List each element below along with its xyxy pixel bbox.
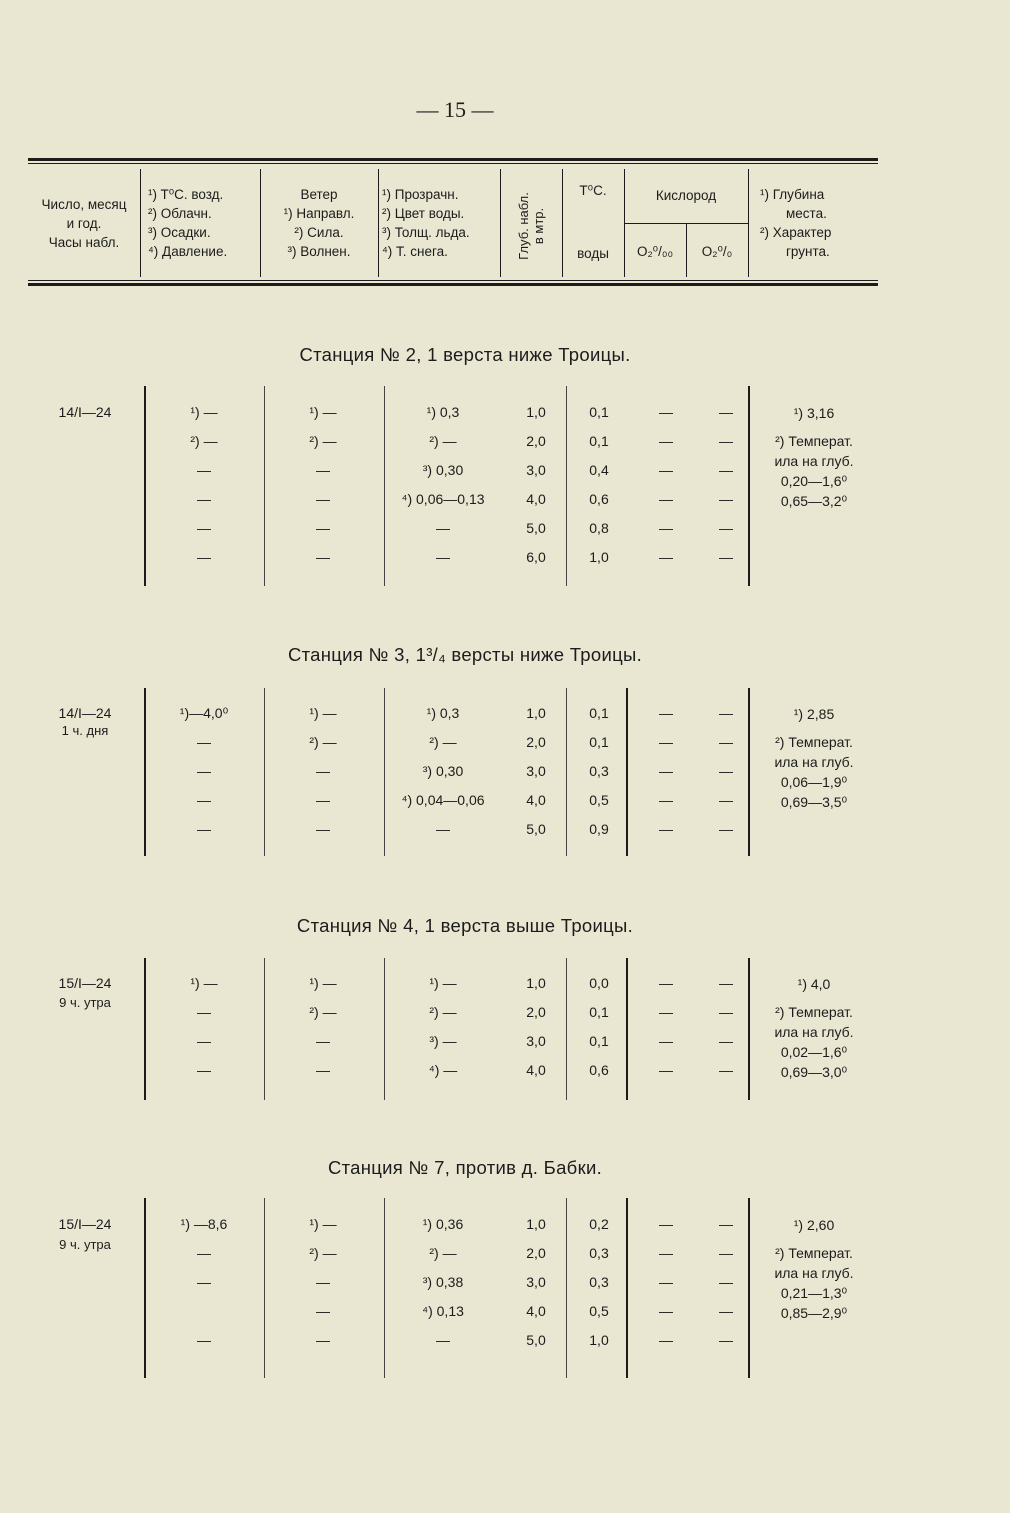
table-cell-oxygen-percent: — [719, 975, 733, 991]
observation-time: 9 ч. утра [59, 1237, 111, 1252]
column-rule [384, 1198, 385, 1378]
table-cell-wind: — [316, 491, 330, 507]
table-cell-depth: 2,0 [526, 734, 546, 750]
table-cell-oxygen-percent: — [719, 1245, 733, 1261]
header-oxygen: Кислород [655, 187, 717, 203]
table-cell-oxygen-permille: — [659, 821, 673, 837]
table-cell-oxygen-permille: — [659, 1274, 673, 1290]
table-cell-air: — [197, 520, 211, 536]
table-cell-air: — [197, 1062, 211, 1078]
column-rule [144, 1198, 146, 1378]
table-cell-wind: ¹) — [309, 705, 337, 721]
table-cell-air: — [197, 549, 211, 565]
table-cell-air: — [197, 1004, 211, 1020]
column-rule [566, 958, 567, 1100]
notes-line: ²) Температ. [775, 734, 853, 750]
table-cell-depth: 2,0 [526, 1004, 546, 1020]
table-cell-temp: 0,1 [589, 705, 609, 721]
notes-line: ила на глуб. [774, 754, 854, 770]
table-cell-oxygen-permille: — [659, 1216, 673, 1232]
oxygen-subdivider [624, 223, 748, 224]
table-cell-oxygen-percent: — [719, 549, 733, 565]
table-cell-temp: 0,8 [589, 520, 609, 536]
table-cell-wind: ²) — [309, 433, 337, 449]
header-water-temp: T⁰C. воды [577, 183, 609, 261]
table-cell-transparency: ¹) 0,36 [422, 1216, 464, 1232]
table-cell-temp: 0,9 [589, 821, 609, 837]
table-cell-transparency: ⁴) 0,06—0,13 [401, 491, 485, 507]
table-cell-wind: — [316, 1062, 330, 1078]
table-cell-oxygen-percent: — [719, 433, 733, 449]
table-cell-depth: 5,0 [526, 821, 546, 837]
table-cell-temp: 0,3 [589, 1274, 609, 1290]
table-cell-wind: — [316, 549, 330, 565]
table-cell-oxygen-percent: — [719, 491, 733, 507]
table-cell-oxygen-percent: — [719, 763, 733, 779]
observation-time: 1 ч. дня [61, 723, 109, 738]
table-cell-wind: ²) — [309, 1245, 337, 1261]
table-cell-depth: 1,0 [526, 705, 546, 721]
header-notes: ¹) Глубина места. ²) Характер грунта. [760, 187, 832, 259]
table-cell-transparency: — [436, 821, 450, 837]
table-cell-depth: 3,0 [526, 462, 546, 478]
table-cell-depth: 3,0 [526, 763, 546, 779]
table-cell-transparency: ¹) 0,3 [426, 404, 460, 420]
table-cell-air: ²) — [190, 433, 218, 449]
table-cell-wind: ¹) — [309, 975, 337, 991]
table-cell-air: — [197, 792, 211, 808]
table-cell-wind: — [316, 792, 330, 808]
table-cell-oxygen-permille: — [659, 404, 673, 420]
table-cell-temp: 1,0 [589, 549, 609, 565]
table-cell-temp: 0,1 [589, 1004, 609, 1020]
table-cell-oxygen-percent: — [719, 734, 733, 750]
table-cell-transparency: — [436, 549, 450, 565]
table-cell-oxygen-permille: — [659, 1033, 673, 1049]
table-cell-oxygen-permille: — [659, 433, 673, 449]
table-cell-oxygen-percent: — [719, 1062, 733, 1078]
notes-line: ²) Температ. [775, 1245, 853, 1261]
table-cell-depth: 6,0 [526, 549, 546, 565]
header-divider [748, 169, 749, 277]
station-title: Станция № 4, 1 верста выше Троицы. [296, 915, 634, 936]
column-rule [264, 958, 265, 1100]
table-cell-depth: 4,0 [526, 1303, 546, 1319]
table-cell-temp: 0,6 [589, 491, 609, 507]
table-cell-temp: 0,3 [589, 1245, 609, 1261]
header-oxygen-percent: O₂⁰/₀ [701, 243, 733, 259]
table-cell-temp: 0,1 [589, 404, 609, 420]
table-cell-oxygen-permille: — [659, 1004, 673, 1020]
notes-line: ²) Температ. [775, 433, 853, 449]
table-cell-air: — [197, 1033, 211, 1049]
table-cell-temp: 0,2 [589, 1216, 609, 1232]
notes-line: ила на глуб. [774, 453, 854, 469]
notes-line: ила на глуб. [774, 1024, 854, 1040]
table-cell-temp: 0,4 [589, 462, 609, 478]
table-cell-air: — [197, 763, 211, 779]
table-cell-transparency: ⁴) 0,13 [422, 1303, 464, 1319]
table-cell-oxygen-permille: — [659, 1062, 673, 1078]
table-cell-depth: 4,0 [526, 1062, 546, 1078]
notes-line: 0,69—3,5⁰ [780, 794, 848, 810]
table-cell-depth: 2,0 [526, 433, 546, 449]
table-cell-oxygen-permille: — [659, 1303, 673, 1319]
table-cell-oxygen-percent: — [719, 1033, 733, 1049]
header-divider [140, 169, 141, 277]
header-air: ¹) T⁰C. возд. ²) Облачн. ³) Осадки. ⁴) Давление. [148, 187, 228, 259]
table-cell-depth: 5,0 [526, 1332, 546, 1348]
table-cell-depth: 3,0 [526, 1274, 546, 1290]
station-notes [758, 974, 870, 1082]
header-transparency: ¹) Прозрачн. ²) Цвет воды. ³) Толщ. льда. ⁴) Т. снега. [382, 187, 470, 259]
header-oxygen-permille: O₂⁰/₀₀ [636, 243, 674, 259]
column-rule [384, 386, 385, 586]
table-cell-transparency: ³) 0,38 [422, 1274, 464, 1290]
table-cell-oxygen-permille: — [659, 1245, 673, 1261]
table-cell-transparency: — [436, 1332, 450, 1348]
table-cell-oxygen-percent: — [719, 705, 733, 721]
station-notes [758, 1215, 870, 1323]
observation-date: 14/I—24 [58, 705, 112, 721]
table-cell-temp: 0,3 [589, 763, 609, 779]
table-cell-temp: 0,5 [589, 792, 609, 808]
table-cell-oxygen-percent: — [719, 1303, 733, 1319]
table-cell-depth: 1,0 [526, 975, 546, 991]
table-cell-transparency: ⁴) 0,04—0,06 [401, 792, 485, 808]
table-cell-air: — [197, 462, 211, 478]
table-cell-oxygen-percent: — [719, 1274, 733, 1290]
table-cell-temp: 0,6 [589, 1062, 609, 1078]
header-divider [500, 169, 501, 277]
station-title: Станция № 7, против д. Бабки. [327, 1157, 603, 1178]
table-cell-wind: ¹) — [309, 404, 337, 420]
table-cell-oxygen-permille: — [659, 975, 673, 991]
table-cell-depth: 2,0 [526, 1245, 546, 1261]
column-header-table [28, 158, 878, 286]
table-cell-oxygen-permille: — [659, 491, 673, 507]
observation-time: 9 ч. утра [59, 995, 111, 1010]
table-cell-air: — [197, 491, 211, 507]
table-cell-air: ¹) — [190, 404, 218, 420]
table-cell-temp: 0,1 [589, 1033, 609, 1049]
table-cell-transparency: ⁴) — [428, 1062, 458, 1078]
column-rule [566, 1198, 567, 1378]
table-cell-wind: ²) — [309, 734, 337, 750]
table-cell-wind: — [316, 1332, 330, 1348]
table-cell-temp: 0,1 [589, 433, 609, 449]
column-rule [566, 386, 567, 586]
table-cell-air: — [197, 734, 211, 750]
notes-line: ¹) 2,60 [793, 1217, 835, 1233]
table-cell-transparency: ¹) — [429, 975, 457, 991]
notes-line: ила на глуб. [774, 1265, 854, 1281]
notes-line: ²) Температ. [775, 1004, 853, 1020]
table-cell-temp: 1,0 [589, 1332, 609, 1348]
table-cell-oxygen-percent: — [719, 821, 733, 837]
table-cell-wind: — [316, 821, 330, 837]
table-cell-wind: — [316, 1274, 330, 1290]
notes-line: 0,65—3,2⁰ [780, 493, 848, 509]
table-cell-air: — [197, 821, 211, 837]
column-rule [264, 688, 265, 856]
table-cell-depth: 4,0 [526, 792, 546, 808]
table-cell-wind: — [316, 763, 330, 779]
table-cell-oxygen-permille: — [659, 792, 673, 808]
station-notes [758, 704, 870, 812]
table-cell-transparency: — [436, 520, 450, 536]
table-cell-transparency: ²) — [429, 1245, 457, 1261]
table-cell-oxygen-permille: — [659, 734, 673, 750]
table-cell-wind: ²) — [309, 1004, 337, 1020]
table-cell-temp: 0,1 [589, 734, 609, 750]
table-cell-depth: 1,0 [526, 1216, 546, 1232]
table-cell-transparency: ¹) 0,3 [426, 705, 460, 721]
station-title: Станция № 2, 1 верста ниже Троицы. [299, 344, 631, 365]
table-cell-air: ¹) — [190, 975, 218, 991]
table-cell-air: ¹) —8,6 [180, 1216, 228, 1232]
station-title: Станция № 3, 1³/₄ версты ниже Троицы. [287, 644, 643, 665]
table-cell-oxygen-permille: — [659, 1332, 673, 1348]
station-notes [758, 403, 870, 511]
page-number: — 15 — [416, 97, 494, 122]
table-cell-oxygen-permille: — [659, 549, 673, 565]
notes-line: 0,02—1,6⁰ [780, 1044, 848, 1060]
table-cell-wind: ¹) — [309, 1216, 337, 1232]
table-cell-transparency: ³) 0,30 [422, 462, 464, 478]
table-cell-wind: — [316, 1303, 330, 1319]
notes-line: ¹) 3,16 [793, 405, 835, 421]
table-cell-depth: 3,0 [526, 1033, 546, 1049]
table-cell-wind: — [316, 520, 330, 536]
table-cell-oxygen-permille: — [659, 520, 673, 536]
table-cell-oxygen-percent: — [719, 462, 733, 478]
column-rule [144, 958, 146, 1100]
column-rule [144, 688, 146, 856]
notes-line: 0,69—3,0⁰ [780, 1064, 848, 1080]
table-cell-oxygen-percent: — [719, 1004, 733, 1020]
table-cell-oxygen-permille: — [659, 763, 673, 779]
notes-line: 0,20—1,6⁰ [780, 473, 848, 489]
table-cell-transparency: ³) 0,30 [422, 763, 464, 779]
table-cell-air: — [197, 1245, 211, 1261]
column-rule [384, 688, 385, 856]
notes-line: 0,06—1,9⁰ [780, 774, 848, 790]
column-rule [264, 386, 265, 586]
table-cell-oxygen-percent: — [719, 1216, 733, 1232]
observation-date: 15/I—24 [58, 1216, 112, 1232]
table-cell-oxygen-permille: — [659, 462, 673, 478]
notes-line: ¹) 4,0 [797, 976, 831, 992]
table-cell-oxygen-percent: — [719, 792, 733, 808]
table-cell-transparency: ³) — [429, 1033, 457, 1049]
table-cell-transparency: ²) — [429, 734, 457, 750]
table-cell-depth: 1,0 [526, 404, 546, 420]
column-rule [264, 1198, 265, 1378]
table-cell-air: ¹)—4,0⁰ [179, 705, 229, 721]
table-cell-temp: 0,0 [589, 975, 609, 991]
notes-line: ¹) 2,85 [793, 706, 835, 722]
table-cell-depth: 5,0 [526, 520, 546, 536]
column-rule [566, 688, 567, 856]
observation-date: 15/I—24 [58, 975, 112, 991]
table-cell-oxygen-percent: — [719, 1332, 733, 1348]
table-cell-wind: — [316, 462, 330, 478]
table-cell-oxygen-permille: — [659, 705, 673, 721]
table-cell-depth: 4,0 [526, 491, 546, 507]
header-divider [378, 169, 379, 277]
table-cell-air: — [197, 1274, 211, 1290]
notes-line: 0,21—1,3⁰ [780, 1285, 848, 1301]
header-date: Число, месяц и год. Часы набл. [41, 196, 127, 250]
notes-line: 0,85—2,9⁰ [780, 1305, 848, 1321]
table-cell-wind: — [316, 1033, 330, 1049]
table-cell-transparency: ²) — [429, 1004, 457, 1020]
table-cell-temp: 0,5 [589, 1303, 609, 1319]
table-cell-oxygen-percent: — [719, 404, 733, 420]
observation-date: 14/I—24 [58, 404, 112, 420]
header-depth: Глуб. набл. в мтр. [516, 192, 546, 260]
table-cell-air: — [197, 1332, 211, 1348]
table-cell-oxygen-percent: — [719, 520, 733, 536]
column-rule [384, 958, 385, 1100]
header-wind: Ветер ¹) Направл. ²) Сила. ³) Волнен. [283, 187, 355, 259]
column-rule [144, 386, 146, 586]
table-cell-transparency: ²) — [429, 433, 457, 449]
